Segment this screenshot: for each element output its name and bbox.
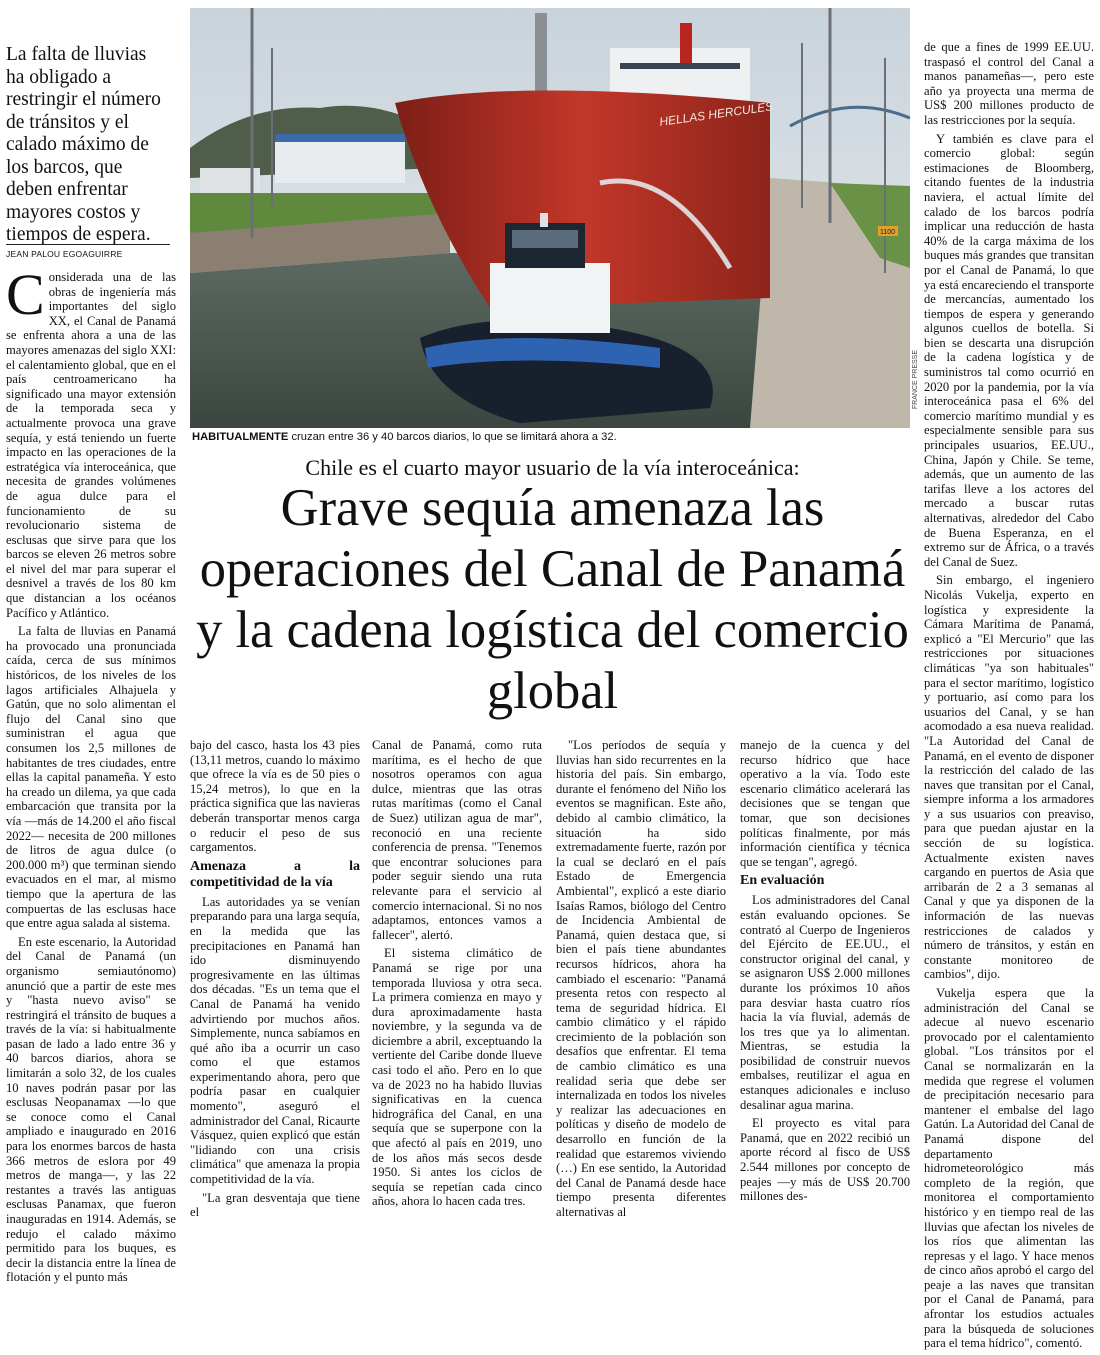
paragraph: de que a fines de 1999 EE.UU. traspasó el control del Canal a manos panameñas—, pero este año ya proyecta una merma de US$ 200 millones producto de las restricciones por la sequía.: [924, 40, 1094, 127]
paragraph: Canal de Panamá, como ruta marítima, es el hecho de que nosotros operamos con agua dulce, mientras que las otras rutas marítimas (como el Canal de Suez) utilizan agua de mar", reconoció en una reciente conferencia de prensa. "Tenemos que encontrar soluciones para poder seguir siendo una ruta relevante para el servicio al comercio internacional. Si no nos adaptamos, entonces vamos a fallecer", alertó.: [372, 738, 542, 942]
byline: JEAN PALOU EGOAGUIRRE: [6, 249, 123, 259]
paragraph: El sistema climático de Panamá se rige por una temporada lluviosa y otra seca. La primera comienza en mayo y dura aproximadamente hasta noviembre, y la segunda va de diciembre a abril, exceptuando la vertiente del Caribe donde llueve casi todo el año. Pero en lo que va de 2023 no ha habido lluvias significativas en la cuenca hidrográfica del Canal, en una sequía que se superpone con la que afectó al país en 2019, uno de los años más secos desde 1950. Si antes los ciclos de sequía se repetían cada cinco años, ahora lo hacen cada tres.: [372, 946, 542, 1209]
paragraph: bajo del casco, hasta los 43 pies (13,11 metros, cuando lo máximo que ofrece la vía es de 50 pies o 15,24 metros), lo que en la práctica significa que las navieras deberán transportar menos carga o reducir el peso de sus cargamentos.: [190, 738, 360, 855]
photo-caption: [192, 431, 617, 443]
paragraph: En este escenario, la Autoridad del Canal de Panamá (un organismo semiautónomo) anunció que a partir de este mes y "hasta nuevo aviso" se restringirá el tránsito de buques a través de la vía: si habitualmente pasan de lado a lado entre 36 y 40 barcos diarios, ahora se limitarán a solo 32, de los cuales 10 naves podrán pasar por las esclusas Neopanamax —lo que se conoce como el Canal ampliado e inaugurado en 2016 para los enormes barcos de hasta 366 metros de eslora por 49 metros de manga—, y las 22 restantes a través las antiguas esclusas Panamax, que fueron inauguradas en 1914. Además, se redujo el calado máximo permitido para los buques, es decir la distancia entre la línea de flotación y el punto más: [6, 934, 176, 1285]
lock-sign: 1100: [880, 229, 896, 236]
article-column-2: [190, 738, 360, 1224]
canal-photo: [190, 8, 910, 428]
ship-name: HELLAS HERCULES: [658, 99, 775, 129]
pull-quote: La falta de lluvias ha obligado a restringir el número de tránsitos y el calado máximo de los barcos, que deben enfrentar mayores costos y tiempos de espera.: [6, 44, 161, 245]
paragraph: "La gran desventaja que tiene el: [190, 1190, 360, 1220]
byline-rule: [6, 244, 170, 245]
paragraph: La falta de lluvias en Panamá ha provocado una pronunciada caída, cerca de sus mínimos históricos, de los niveles de los lagos artificiales Alhajuela y Gatún, que no solo alimentan el flujo del Canal sino que suministran el agua que consumen los 2,5 millones de habitantes de tres ciudades, entre ellas la capital panameña. Y esto ha creado un dilema, ya que cada embarcación que transita por la vía —más de 14.200 el año fiscal 2022— necesita de 200 millones de litros de agua dulce (o 200.000 m³) que terminan siendo evacuados en el mar, al mismo tiempo que la apertura de las compuertas de las esclusas hace que entre agua salada al sistema.: [6, 624, 176, 931]
article-column-5: [740, 738, 910, 1208]
paragraph: Vukelja espera que la administración del Canal se adecue al nuevo escenario provocado por el calentamiento global. "Los tránsitos por el Canal se normalizarán en la medida que regrese el volumen de precipitación necesario para mantener el embalse del lago Gatún. La Autoridad del Canal de Panamá dispone del departamento hidrometeorológico más completo de la región, que monitorea el comportamiento histórico y en tiempo real de las lluvias que afectan los niveles de los ríos que alimentan las represas y el lago. Y hace menos de cinco años aprobó el cargo del peaje a las naves que transitan por el Canal de Panamá, para afrontar los estudios actuales para la búsqueda de soluciones para el tema hídrico", comentó.: [924, 986, 1094, 1351]
headline: Grave sequía amenaza las operaciones del Canal de Panamá y la cadena logística del comercio global: [196, 479, 909, 720]
paragraph: Los administradores del Canal están evaluando opciones. Se contrató al Cuerpo de Ingenieros del Ejército de EE.UU., el constructor original del canal, y se asignaron US$ 2.000 millones durante los próximos 10 años para desviar hasta cuatro ríos hacia la vía fluvial, además de los tres que ya lo alimentan. Mientras, se estudia la posibilidad de construir nuevos embalses, reutilizar el agua en estanques adicionales e incluso desalinar agua marina.: [740, 893, 910, 1112]
subheading: Amenaza a la competitividad de la vía: [190, 858, 360, 890]
article-column-4: [556, 738, 726, 1224]
paragraph: onsiderada una de las obras de ingeniería más importantes del siglo XX, el Canal de Panamá se enfrenta ahora a una de las mayores amenazas del siglo XXI: el calentamiento global, que en el país centroamericano ha significado una mayor extensión de la temporada seca y actualmente provoca una grave sequía, y está teniendo un fuerte impacto en las operaciones de la estratégica vía interoceánica, que necesita de grandes volúmenes de agua dulce para el funcionamiento de su revolucionario sistema de esclusas que sirve para que los barcos se eleven 26 metros sobre el nivel del mar para superar el desnivel a través de los 80 km que distancian a los océanos Pacífico y Atlántico.: [6, 270, 176, 620]
paragraph: Y también es clave para el comercio global: según estimaciones de Bloomberg, citando fuentes de la industria naviera, el actual límite del calado de los barcos podría implicar una reducción de hasta 40% de la carga máxima de los buques más grandes que transitan por el Canal de Panamá, lo que ya está encareciendo el transporte de mercancías, aumentado los tiempos de espera y generando algunos cuellos de botella. Si bien se descarta una disrupción de la cadena logística y de suministros tal como ocurrió en 2020 por la pandemia, por la vía interoceánica pasa el 6% del comercio marítimo mundial y es especialmente sensible para sus principales usuarios, EE.UU., China, Japón y Chile. Se teme, además, que un aumento de las tarifas lleve a los actores del mercado a buscar rutas alternativas, alrededor del Cabo de Buena Esperanza, en el extremo sur de África, o a través del Canal de Suez.: [924, 131, 1094, 569]
article-column-6: [924, 40, 1094, 1355]
photo-credit: FRANCE PRESSE: [912, 350, 919, 410]
kicker: Chile es el cuarto mayor usuario de la vía interoceánica:: [305, 455, 800, 480]
article-column-1: [6, 262, 176, 1289]
caption-text: cruzan entre 36 y 40 barcos diarios, lo que se limitará ahora a 32.: [288, 431, 617, 443]
drop-cap: C: [6, 262, 45, 327]
paragraph: Las autoridades ya se venían preparando para una larga sequía, en la medida que las precipitaciones en Panamá han ido disminuyendo progresivamente en las últimas dos décadas. "Es un tema que el Canal de Panamá ha venido advirtiendo por muchos años. Simplemente, nunca sabíamos en qué año iba a ocurrir un caso como el que estamos experimentando ahora, pero que podría pasar en cualquier momento", aseguró el administrador del Canal, Ricaurte Vásquez, quien explicó que están "lidiando con una crisis climática" que amenaza la propia competitividad de la vía.: [190, 894, 360, 1187]
paragraph: "Los períodos de sequía y lluvias han sido recurrentes en la historia del país. Sin embargo, durante el fenómeno del Niño los eventos se magnifican. Este año, debido al cambio climático, la situación ha sido extremadamente fuerte, razón por la cual se declaró en el país Estado de Emergencia Ambiental", explicó a este diario Isaías Ramos, biólogo del Centro de Incidencia Ambiental de Panamá, quien destaca que, si bien el país tiene abundantes recursos hídricos, ahora ha cambiado el escenario: "Panamá presenta retos con respecto al tema de seguridad hídrica. El cambio climático y el rápido crecimiento de la población son desafíos que enfrentar. El tema de cambio climático es una realidad seria que debe ser internalizada en todos los niveles y realizar las adecuaciones en políticas y diseño de modelo de desarrollo en función de la realidad que estaremos viviendo (…) En ese sentido, la Autoridad del Canal de Panamá desde hace tiempo presenta diferentes alternativas al: [556, 738, 726, 1219]
subheading: En evaluación: [740, 873, 825, 889]
paragraph: El proyecto es vital para Panamá, que en 2022 recibió un aporte récord al fisco de US$ 2.544 millones por concepto de peajes —y más de US$ 20.700 millones des-: [740, 1116, 910, 1204]
paragraph: manejo de la cuenca y del recurso hídrico que hace operativo a la vía. Todo este escenario climático acelerará las decisiones que se tengan que tomar, que son decisiones políticas finalmente, por más información científica y técnica que se tengan", agregó.: [740, 738, 910, 869]
caption-lead: HABITUALMENTE: [192, 431, 289, 443]
paragraph: Sin embargo, el ingeniero Nicolás Vukelja, experto en logística y expresidente la Cámara Marítima de Panamá, explicó a "El Mercurio" que las restricciones por situaciones climáticas "ya son habituales" para el sector marítimo, logístico y portuario, así como para los usuarios del Canal, y se han acomodado a esa nueva realidad. "La Autoridad del Canal de Panamá, en el evento de disponer la restricción del calado de las naves que transitan por el Canal, siempre informa a los armadores y a sus usuarios con preaviso, para que puedan ajustar en la sección de su logística. Actualmente existen naves cargando en puertos de Asia que arribarán de 2 a 3 semanas al Canal y que ya disponen de la información de las nuevas restricciones de calados y número de tránsitos, y están en constante monitoreo de cambios", dijo.: [924, 573, 1094, 982]
